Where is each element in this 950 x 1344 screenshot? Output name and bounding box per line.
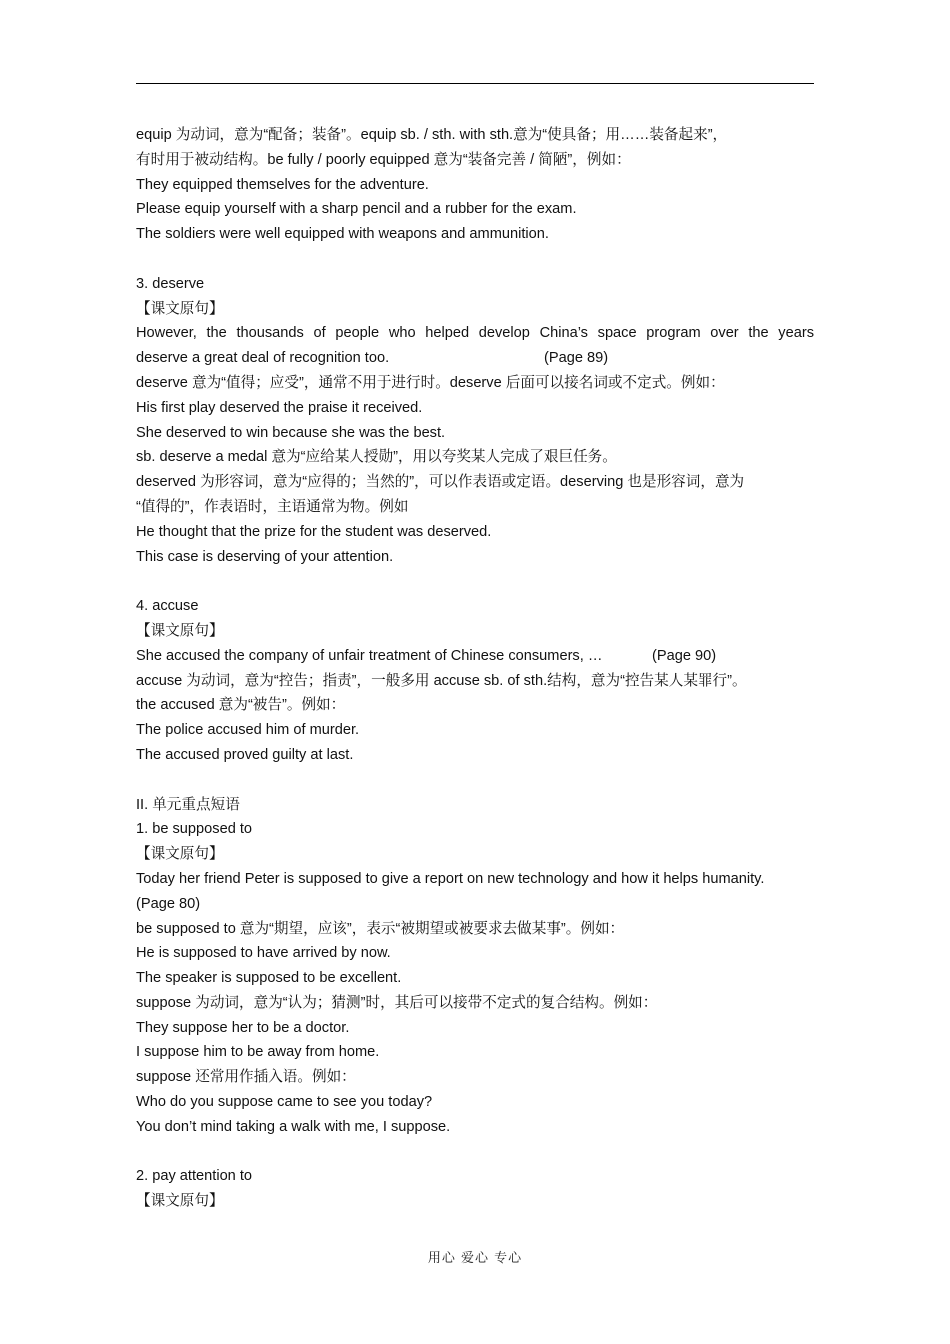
phrase-2-heading: 2. pay attention to: [136, 1168, 253, 1185]
accuse-explanation-1: accuse 为动词，意为“控告；指责”，一般多用 accuse sb. of sth.结构，意为“控告某人某罪行”。: [136, 672, 747, 689]
accuse-source-text: She accused the company of unfair treatment of Chinese consumers, …: [136, 647, 603, 664]
deserve-explanation-2: sb. deserve a medal 意为“应给某人授勋”，用以夸奖某人完成了艰巨任务。: [136, 449, 617, 466]
phrase-1-example-3: They suppose her to be a doctor.: [136, 1019, 350, 1036]
equip-explanation-line-1: equip 为动词，意为“配备；装备”。equip sb. / sth. with sth.意为“使具备；用……装备起来”，: [136, 127, 728, 143]
spacer: [136, 1140, 814, 1165]
spacer: [136, 768, 814, 793]
accuse-source-sentence: [136, 644, 814, 669]
equip-example-2: Please equip yourself with a sharp pencil and a rubber for the exam.: [136, 201, 577, 218]
deserve-source-sentence-2: [136, 346, 814, 371]
phrase-1-example-6: You don’t mind taking a walk with me, I suppose.: [136, 1118, 451, 1135]
phrase-1-source-sentence: Today her friend Peter is supposed to give a report on new technology and how it helps humanity.: [136, 870, 765, 887]
accuse-example-2: The accused proved guilty at last.: [136, 746, 354, 763]
accuse-example-1: The police accused him of murder.: [136, 722, 360, 739]
deserve-source-label: 【课文原句】: [136, 300, 224, 317]
accuse-heading: 4. accuse: [136, 598, 199, 615]
deserve-page-reference: (Page 89): [544, 350, 609, 367]
deserve-explanation-1: deserve 意为“值得；应受”，通常不用于进行时。deserve 后面可以接名词或不定式。例如：: [136, 374, 725, 391]
page-footer: 用心 爱心 专心: [427, 1251, 523, 1266]
phrase-1-source-label: 【课文原句】: [136, 846, 224, 863]
spacer: [136, 247, 814, 272]
phrase-1-explanation-2: suppose 为动词，意为“认为；猜测”时，其后可以接带不定式的复合结构。例如：: [136, 994, 658, 1011]
deserve-heading: 3. deserve: [136, 275, 205, 292]
deserve-example-2: She deserved to win because she was the best.: [136, 424, 446, 441]
deserve-example-1: His first play deserved the praise it received.: [136, 399, 423, 416]
phrase-1-example-1: He is supposed to have arrived by now.: [136, 945, 391, 962]
deserve-example-4: This case is deserving of your attention.: [136, 548, 394, 565]
phrase-1-example-2: The speaker is supposed to be excellent.: [136, 970, 402, 987]
equip-example-3: The soldiers were well equipped with weapons and ammunition.: [136, 226, 549, 243]
equip-explanation-line-2: 有时用于被动结构。be fully / poorly equipped 意为“装备完善 / 简陋”，例如：: [136, 151, 631, 168]
deserve-source-text: deserve a great deal of recognition too.: [136, 350, 390, 367]
header-rule: [136, 83, 814, 84]
equip-example-1: They equipped themselves for the adventure.: [136, 176, 429, 193]
phrase-1-example-5: Who do you suppose came to see you today?: [136, 1094, 433, 1111]
phrase-1-heading: 1. be supposed to: [136, 821, 253, 838]
deserve-example-3: He thought that the prize for the student was deserved.: [136, 523, 492, 540]
phrase-1-explanation-1: be supposed to 意为“期望，应该”，表示“被期望或被要求去做某事”。例如：: [136, 920, 625, 937]
phrases-heading: II. 单元重点短语: [136, 796, 240, 813]
phrase-1-example-4: I suppose him to be away from home.: [136, 1044, 380, 1061]
accuse-page-reference: (Page 90): [652, 647, 717, 664]
document-body: [136, 123, 814, 1214]
accuse-explanation-2: the accused 意为“被告”。例如：: [136, 697, 346, 714]
deserve-explanation-4: “值得的”，作表语时，主语通常为物。例如: [136, 498, 409, 515]
spacer: [136, 569, 814, 594]
phrase-2-source-label: 【课文原句】: [136, 1193, 224, 1210]
phrase-1-explanation-3: suppose 还常用作插入语。例如：: [136, 1069, 356, 1086]
phrase-1-page-reference: (Page 80): [136, 895, 201, 912]
deserve-source-sentence-1: However, the thousands of people who helped develop China’s space program over the years: [136, 325, 814, 342]
accuse-source-label: 【课文原句】: [136, 622, 224, 639]
deserve-explanation-3: deserved 为形容词，意为“应得的；当然的”，可以作表语或定语。deserving 也是形容词，意为: [136, 474, 745, 491]
